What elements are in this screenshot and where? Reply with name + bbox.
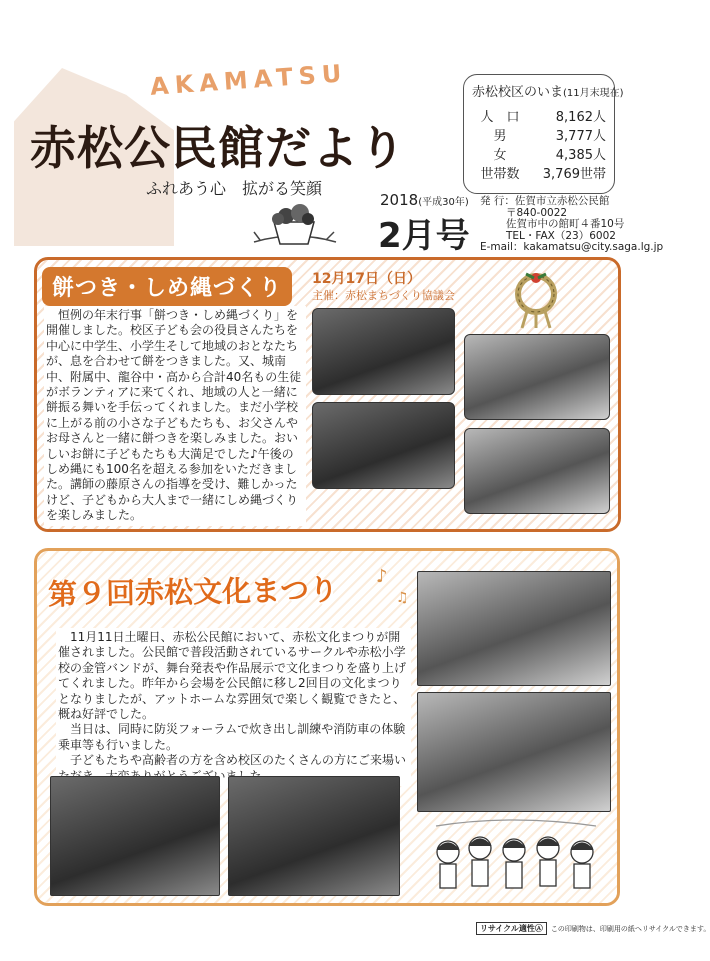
page-title: 赤松公民館だより (30, 121, 406, 175)
issue-year: 2018(平成30年) (380, 191, 469, 209)
music-note-icon: ♪ (376, 566, 388, 587)
vegetable-basket-illustration (246, 200, 342, 250)
issue-month: 2月号 (378, 216, 470, 256)
publisher-info: 発 行：佐賀市立赤松公民館 〒840-0022 佐賀市中の館町４番10号 TEL・FAX（23）6002 E-mail：kakamatsu@city.saga.lg.jp (480, 195, 664, 253)
photo-children-mochi (312, 402, 455, 489)
article-body: 恒例の年末行事「餅つき・しめ縄づくり」を開催しました。校区子ども会の役員さんたちを中心に中学生、小学生そして地域のおとなたちが、息を合わせて餅をつきました。又、城南中、附属中、龍谷中・高から合計40名もの生徒がボランティアに来てくれ、地域の人と一緒に餅振る舞いを手伝ってくれました。まだ小学校に上がる前の小さな子どもたちも、お父さんやお母さんと一緒に餅つきを楽しみました。おいしいお餅に子どもたちも大満足でした♪午後のしめ縄にも100名を超える参加をいただきました。講師の藤原さんの指導を受け、難しかったけど、子どもから大人まで一緒にしめ縄づくりを楽しみました。 (44, 306, 306, 526)
population-row: 女 4,385人 (493, 148, 606, 163)
logo-text: AKAMATSU (149, 59, 349, 101)
event-date: 12月17日（日） (312, 271, 421, 287)
population-row: 人 口 8,162人 (480, 110, 606, 125)
photo-stage-dance (228, 776, 400, 896)
singing-children-illustration (432, 816, 600, 896)
section-heading: 餅つき・しめ縄づくり (42, 267, 292, 306)
shimenawa-wreath-icon (506, 266, 566, 330)
population-row: 男 3,777人 (493, 129, 606, 144)
event-organizer: 主催：赤松まちづくり協議会 (312, 289, 455, 302)
photo-audience-band (50, 776, 220, 896)
recycle-notice: リサイクル適性Ⓐ この印刷物は、印刷用の紙へリサイクルできます。 (476, 923, 710, 934)
music-note-icon: ♫ (396, 590, 409, 606)
section-heading: 第９回赤松文化まつり (47, 572, 339, 612)
population-box (463, 74, 624, 194)
page-subtitle: ふれあう心 拡がる笑顔 (146, 179, 323, 198)
photo-mochitsuki (312, 308, 455, 395)
photo-flower-exhibit (417, 571, 611, 686)
population-row: 世帯数 3,769世帯 (480, 167, 606, 182)
photo-shimenawa-making (464, 428, 610, 514)
photo-shimenawa-class (464, 334, 610, 420)
photo-taichi-performance (417, 692, 611, 812)
population-heading: 赤松校区のいま(11月末現在) (472, 85, 624, 100)
article-body: 11月11日土曜日、赤松公民館において、赤松文化まつりが開催されました。公民館で普段活動されているサークルや赤松小学校の金管バンドが、舞台発表や作品展示で文化まつりを盛り上げてくれました。昨年から会場を公民館に移し2回目の文化まつりとなりましたが、アットホームな雰囲気で楽しく観覧できたと、概ね好評でした。 当日は、同時に防災フォーラムで炊き出し訓練や消防車の体験乗車等も行いました。 子どもたちや高齢者の方を含め校区のたくさんの方にご来場い ざいま (56, 628, 411, 786)
